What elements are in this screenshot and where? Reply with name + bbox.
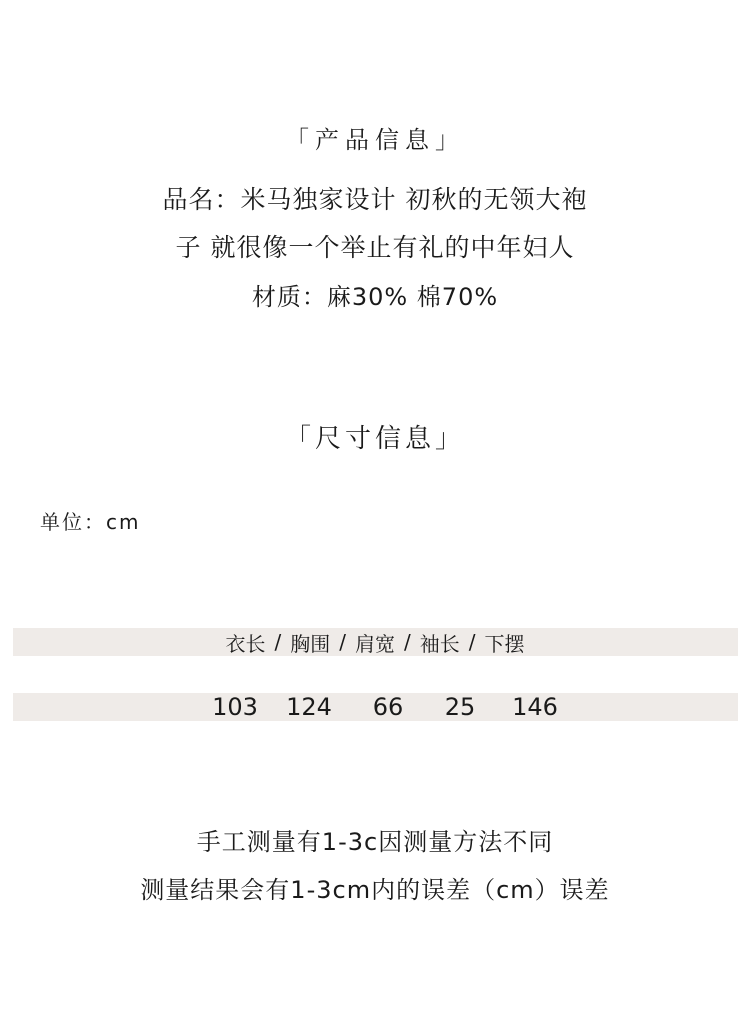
size-values-row	[0, 690, 750, 724]
size-header-row	[0, 627, 750, 657]
size-value-hem: 146	[512, 693, 558, 721]
size-column-sleeve: 袖长	[419, 631, 460, 656]
size-column-length: 衣长	[225, 631, 266, 656]
measurement-note-1: 手工测量有1-3c因测量方法不同	[196, 828, 554, 856]
size-column-hem: 下摆	[484, 631, 525, 656]
size-column-bust: 胸围	[290, 631, 331, 656]
column-separator: /	[274, 630, 282, 654]
size-value-sleeve: 25	[444, 693, 476, 721]
product-name-line: 品名：米马独家设计 初秋的无领大袍	[162, 185, 588, 214]
size-column-shoulder: 肩宽	[355, 631, 395, 656]
size-info-heading: 「尺寸信息」	[284, 424, 465, 454]
column-separator: /	[404, 630, 411, 654]
size-value-shoulder: 66	[372, 693, 404, 721]
size-value-length: 103	[212, 693, 258, 721]
column-separator: /	[468, 630, 476, 654]
product-info-heading: 「产品信息」	[285, 126, 465, 154]
size-value-bust: 124	[286, 693, 332, 721]
measurement-note-2: 测量结果会有1-3cm内的误差（cm）误差	[140, 876, 610, 904]
unit-label: 单位：cm	[40, 510, 141, 534]
product-description-line: 子 就很像一个举止有礼的中年妇人	[175, 233, 575, 262]
material-line: 材质：麻30% 棉70%	[251, 283, 499, 311]
column-separator: /	[339, 630, 346, 654]
